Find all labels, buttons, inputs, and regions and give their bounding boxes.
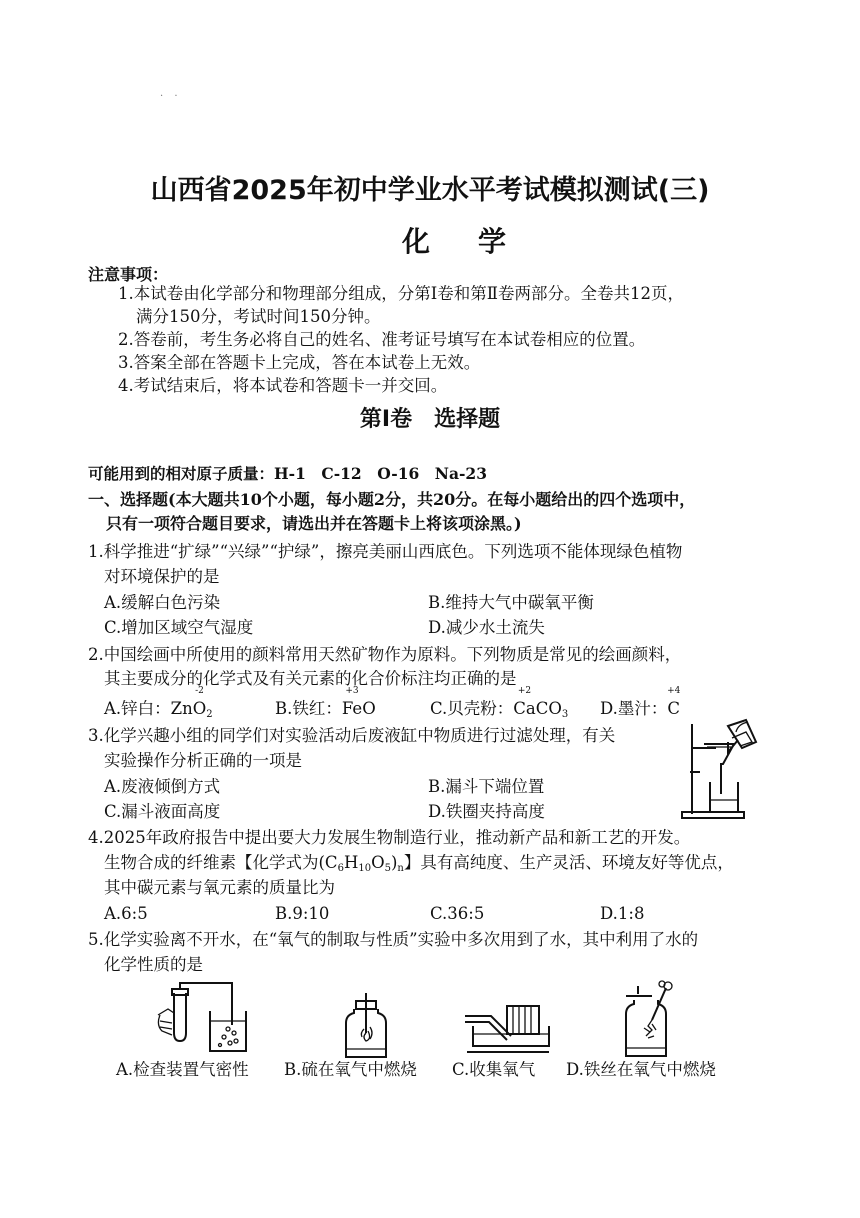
- q4-option-a[interactable]: A.6:5: [104, 904, 148, 923]
- atomic-mass-line: 可能用到的相对原子质量：H-1 C-12 O-16 Na-23: [88, 464, 487, 483]
- notice-item-4: 4.考试结束后，将本试卷和答题卡一并交回。: [118, 376, 448, 395]
- scan-dots: . .: [160, 88, 182, 99]
- iron-wire-combustion-illustration: [622, 980, 682, 1058]
- q2-option-c-co: CO: [535, 699, 562, 718]
- q4-option-c[interactable]: C.36:5: [430, 904, 485, 923]
- q5-option-a[interactable]: A.检查装置气密性: [116, 1060, 249, 1079]
- q2-option-d-label: D.墨汁：: [600, 699, 668, 718]
- q5-option-d[interactable]: D.铁丝在氧气中燃烧: [566, 1060, 716, 1079]
- airtightness-check-illustration: [152, 985, 248, 1055]
- q2-option-a[interactable]: [104, 686, 213, 727]
- q5-option-c[interactable]: C.收集氧气: [452, 1060, 536, 1079]
- q3-stem-line2: 实验操作分析正确的一项是: [104, 751, 302, 770]
- q2-option-d-c: C: [667, 699, 681, 718]
- q4-line2-sub-h: 10: [358, 863, 372, 874]
- q1-option-d[interactable]: D.减少水土流失: [428, 618, 545, 637]
- instruction-line-1: 一、选择题(本大题共10个小题，每小题2分，共20分。在每小题给出的四个选项中，: [88, 490, 696, 509]
- q4-option-b[interactable]: B.9:10: [275, 904, 330, 923]
- q3-stem-line1: 3.化学兴趣小组的同学们对实验活动后废液缸中物质进行过滤处理，有关: [88, 726, 616, 745]
- q4-line2-sub-c: 6: [337, 863, 344, 874]
- q1-stem-line2: 对环境保护的是: [104, 567, 220, 586]
- q2-option-c-ca: Ca: [513, 699, 536, 718]
- q4-line2-sub-o: 5: [384, 863, 391, 874]
- q4-line2-part-rest: 】具有高纯度、生产灵活、环境友好等优点，: [403, 853, 734, 872]
- q4-line2-part-close: ): [390, 853, 398, 872]
- subject-title: 化学: [401, 225, 554, 258]
- instruction-line-2: 只有一项符合题目要求，请选出并在答题卡上将该项涂黑。): [106, 514, 522, 533]
- q2-option-c-label: C.贝壳粉：: [430, 699, 514, 718]
- q3-option-c[interactable]: C.漏斗液面高度: [104, 802, 221, 821]
- q2-option-a-label: A.锌白：: [104, 699, 171, 718]
- q3-option-b[interactable]: B.漏斗下端位置: [428, 777, 545, 796]
- q2-option-a-sub: 2: [206, 709, 213, 720]
- q4-line2-part-a: 生物合成的纤维素【化学式为(C: [104, 853, 338, 872]
- notice-item-1: 1.本试卷由化学部分和物理部分组成，分第Ⅰ卷和第Ⅱ卷两部分。全卷共12页，: [118, 284, 684, 303]
- q2-stem-line2: 其主要成分的化学式及有关元素的化合价标注均正确的是: [104, 669, 517, 688]
- q4-stem-line1: 4.2025年政府报告中提出要大力发展生物制造行业，推动新产品和新工艺的开发。: [88, 828, 691, 847]
- q2-option-b-oxidation: +3: [345, 686, 359, 696]
- q4-option-d[interactable]: D.1:8: [600, 904, 645, 923]
- notice-title: 注意事项：: [88, 265, 169, 284]
- q2-option-c-sub: 3: [561, 709, 569, 720]
- q2-option-b-o: O: [362, 699, 376, 718]
- q1-option-b[interactable]: B.维持大气中碳氧平衡: [428, 593, 594, 612]
- q2-option-c[interactable]: [430, 686, 569, 727]
- q2-option-c-oxidation: +2: [517, 686, 532, 696]
- q5-stem-line1: 5.化学实验离不开水，在“氧气的制取与性质”实验中多次用到了水，其中利用了水的: [88, 930, 699, 949]
- exam-title: 山西省2025年初中学业水平考试模拟测试(三): [150, 175, 710, 206]
- q2-option-b-label: B.铁红：: [275, 699, 342, 718]
- q4-line2-part-o: O: [371, 853, 385, 872]
- q2-stem-line1: 2.中国绘画中所使用的颜料常用天然矿物作为原料。下列物质是常见的绘画颜料，: [88, 645, 682, 664]
- q2-option-d-oxidation: +4: [667, 686, 681, 696]
- q2-option-b[interactable]: [275, 686, 376, 721]
- q2-option-b-fe: Fe: [341, 699, 363, 718]
- q1-stem-line1: 1.科学推进“扩绿”“兴绿”“护绿”，擦亮美丽山西底色。下列选项不能体现绿色植物: [88, 542, 683, 561]
- filtration-apparatus-illustration: [680, 718, 780, 820]
- q5-option-b[interactable]: B.硫在氧气中燃烧: [284, 1060, 417, 1079]
- q2-option-d[interactable]: [600, 686, 681, 721]
- q1-option-c[interactable]: C.增加区域空气湿度: [104, 618, 254, 637]
- q2-option-a-oxidation: -2: [195, 686, 204, 696]
- q5-stem-line2: 化学性质的是: [104, 955, 203, 974]
- q1-option-a[interactable]: A.缓解白色污染: [104, 593, 221, 612]
- q4-line2-part-h: H: [343, 853, 359, 872]
- section-title: 第Ⅰ卷 选择题: [359, 407, 501, 432]
- notice-item-2: 2.答卷前，考生务必将自己的姓名、准考证号填写在本试卷相应的位置。: [118, 330, 646, 349]
- oxygen-collection-illustration: [463, 996, 553, 1056]
- q3-option-a[interactable]: A.废液倾倒方式: [104, 777, 221, 796]
- q3-option-d[interactable]: D.铁圈夹持高度: [428, 802, 545, 821]
- q4-stem-line3: 其中碳元素与氧元素的质量比为: [104, 878, 335, 897]
- notice-item-3: 3.答案全部在答题卡上完成，答在本试卷上无效。: [118, 353, 481, 372]
- sulfur-combustion-illustration: [344, 993, 388, 1059]
- q4-line2-sub-n: n: [397, 863, 404, 874]
- q2-option-a-o: O: [192, 699, 207, 718]
- q2-option-a-zn: Zn: [170, 699, 193, 718]
- notice-item-1-cont: 满分150分，考试时间150分钟。: [136, 307, 381, 326]
